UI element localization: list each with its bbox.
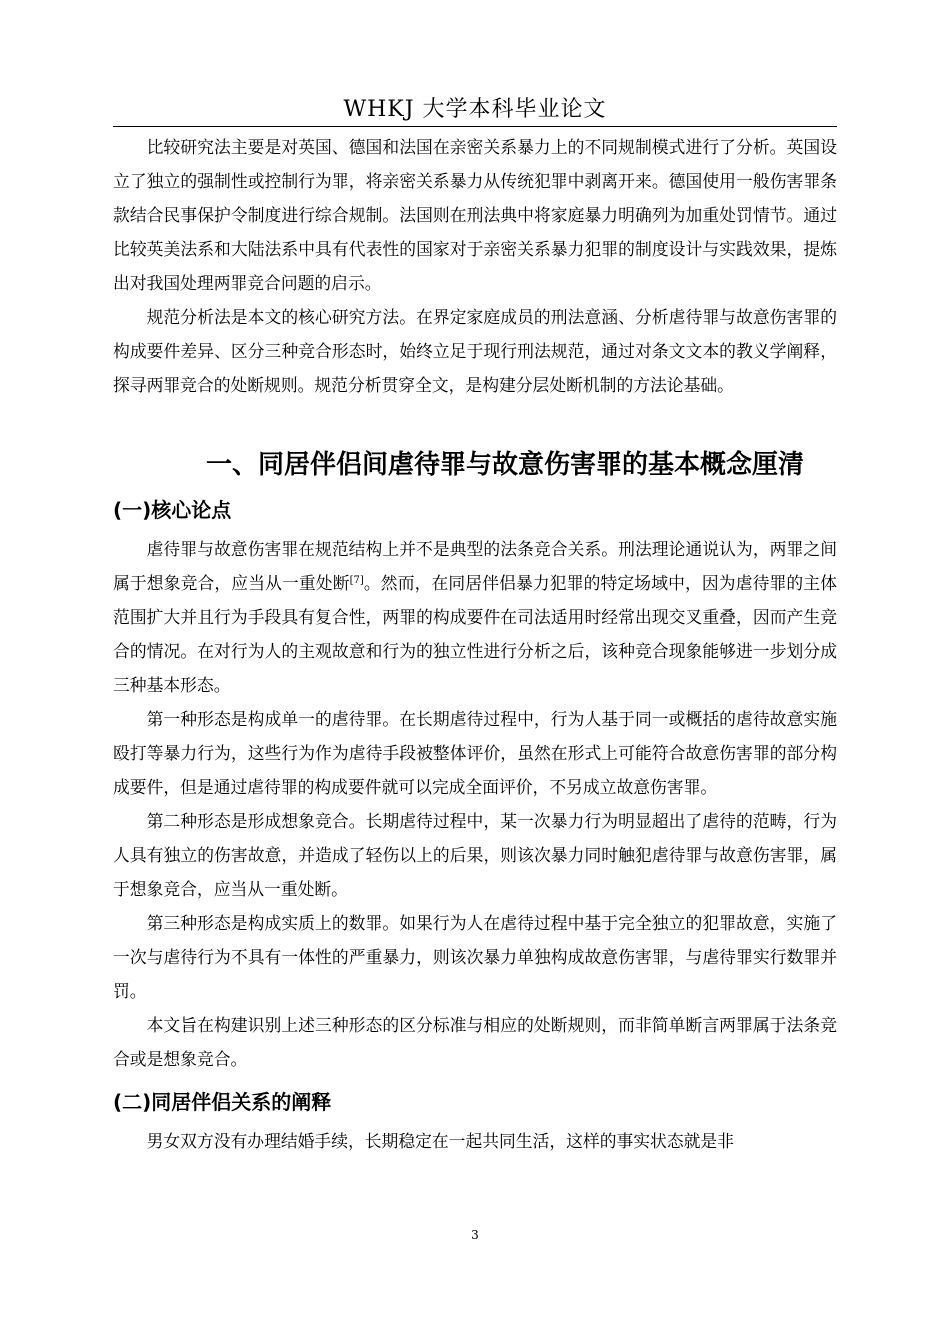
paragraph-text: 。然而，在同居伴侣暴力犯罪的特定场域中，因为虐待罪的主体范围扩大并且行为手段具有复合性，两罪的构成要件在司法适用时经常出现交叉重叠，因而产生竞合的情况。在对行为人的主观故意和行为的独立性进行分析之后，该种竞合现象能够进一步划分成三种基本形态。 — [113, 573, 837, 695]
paragraph-purpose: 本文旨在构建识别上述三种形态的区分标准与相应的处断规则，而非简单断言两罪属于法条竞合或是想象竞合。 — [113, 1015, 837, 1069]
page-number: 3 — [471, 1228, 479, 1242]
running-header: WHKJ 大学本科毕业论文 — [343, 97, 607, 122]
paragraph-normative-method: 规范分析法是本文的核心研究方法。在界定家庭成员的刑法意涵、分析虐待罪与故意伤害罪的构成要件差异、区分三种竞合形态时，始终立足于现行刑法规范，通过对条文文本的教义学阐释，探寻两罪竞合的处断规则。规范分析贯穿全文，是构建分层处断机制的方法论基础。 — [113, 307, 837, 395]
spacer — [113, 402, 837, 442]
paragraph-text: 虐待罪与故意伤害罪在规范结构上并不是典型的法条竞合关系。刑法理论通说认为，两罪之间属于想象竞合，应当从一重处断 — [113, 539, 837, 593]
section-heading-cohabitation: (二)同居伴侣关系的阐释 — [113, 1090, 332, 1114]
chapter-heading: 一、同居伴侣间虐待罪与故意伤害罪的基本概念厘清 — [205, 450, 804, 480]
section-heading-core-argument: (一)核心论点 — [113, 498, 232, 522]
paragraph-core-argument-intro — [113, 532, 837, 702]
paragraph-form-one: 第一种形态是构成单一的虐待罪。在长期虐待过程中，行为人基于同一或概括的虐待故意实施殴打等暴力行为，这些行为作为虐待手段被整体评价，虽然在形式上可能符合故意伤害罪的部分构成要件，但是通过虐待罪的构成要件就可以完成全面评价，不另成立故意伤害罪。 — [113, 709, 837, 797]
document-body — [113, 130, 837, 1158]
header-rule — [113, 126, 837, 127]
paragraph-comparative-method: 比较研究法主要是对英国、德国和法国在亲密关系暴力上的不同规制模式进行了分析。英国设立了独立的强制性或控制行为罪，将亲密关系暴力从传统犯罪中剥离开来。德国使用一般伤害罪条款结合民事保护令制度进行综合规制。法国则在刑法典中将家庭暴力明确列为加重处罚情节。通过比较英美法系和大陆法系中具有代表性的国家对于亲密关系暴力犯罪的制度设计与实践效果，提炼出对我国处理两罪竞合问题的启示。 — [113, 137, 837, 293]
paragraph-form-two: 第二种形态是形成想象竞合。长期虐待过程中，某一次暴力行为明显超出了虐待的范畴，行为人具有独立的伤害故意，并造成了轻伤以上的后果，则该次暴力同时触犯虐待罪与故意伤害罪，属于想象竞合，应当从一重处断。 — [113, 811, 837, 899]
citation-ref[interactable]: [7] — [349, 575, 364, 586]
paragraph-form-three: 第三种形态是构成实质上的数罪。如果行为人在虐待过程中基于完全独立的犯罪故意，实施了一次与虐待行为不具有一体性的严重暴力，则该次暴力单独构成故意伤害罪，与虐待罪实行数罪并罚。 — [113, 913, 837, 1001]
paragraph-cohabitation: 男女双方没有办理结婚手续，长期稳定在一起共同生活，这样的事实状态就是非 — [146, 1131, 734, 1151]
